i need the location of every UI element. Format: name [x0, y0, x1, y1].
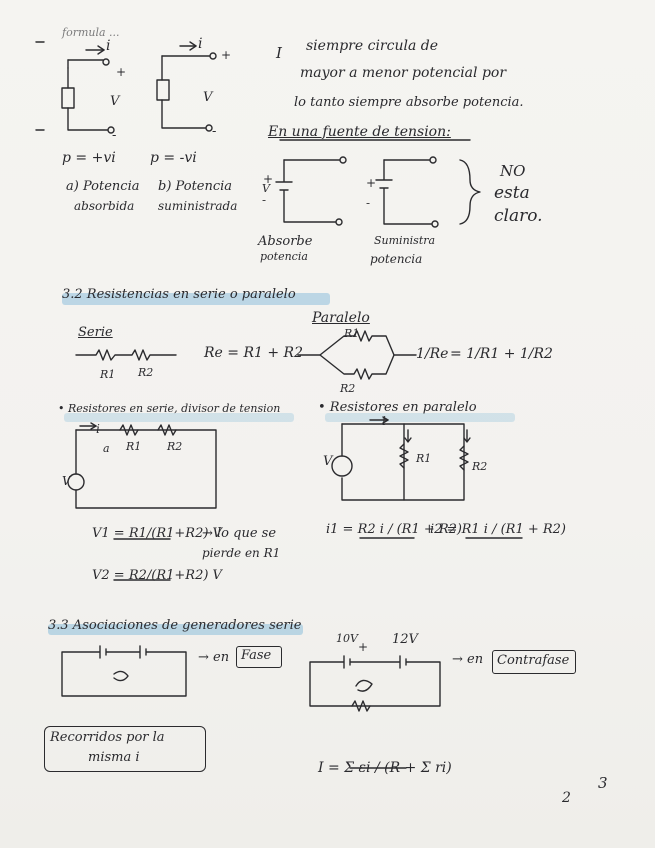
esta-label: esta — [494, 183, 530, 203]
current-label-a: i — [106, 38, 111, 54]
volt-b: V — [203, 90, 213, 105]
plus-b: + — [221, 48, 232, 62]
minus-a: - — [112, 128, 117, 143]
current-label-b: i — [198, 36, 203, 52]
paralelo-label: Paralelo — [312, 310, 370, 326]
suministra-label: Suministra — [374, 234, 436, 247]
label-a2: absorbida — [74, 199, 135, 213]
r1-par-circuit: R1 — [416, 452, 432, 465]
v2-formula: V2 = R2/(R1+R2) V — [92, 568, 222, 583]
r2-paralelo: R2 — [340, 382, 356, 395]
re-series-formula: Re = R1 + R2 — [204, 345, 303, 361]
volt-paralelo: V — [323, 454, 333, 469]
page-number: 2 — [562, 790, 571, 806]
par-formula-rhs: = 1/R1 + 1/R2 — [450, 346, 553, 362]
paralelo-title: • Resistores en paralelo — [318, 400, 477, 415]
r1-serie: R1 — [100, 368, 116, 381]
claro-label: claro. — [494, 206, 543, 226]
v1-note2: pierde en R1 — [202, 546, 281, 560]
v1-formula: V1 = R1/(R1+R2) V — [92, 526, 222, 541]
plus-a: + — [116, 65, 127, 79]
v12-label: 12V — [392, 632, 418, 647]
volt-divisor: V — [62, 474, 71, 488]
node-a-label: a — [103, 442, 110, 455]
par-formula-lhs: 1/Re — [416, 346, 449, 362]
minus-b: - — [212, 124, 217, 139]
power-formula-supplied: p = -vi — [150, 150, 197, 166]
current-paralelo: i — [382, 414, 386, 428]
note-I: I — [276, 44, 282, 62]
label-b2: suministrada — [158, 199, 238, 213]
note-line-1: siempre circula de — [306, 38, 439, 54]
absorbe-label2: potencia — [260, 250, 308, 263]
minus-src-a: - — [262, 193, 267, 207]
power-formula-absorbed: p = +vi — [62, 150, 116, 166]
top-cut-text: formula ... — [62, 26, 120, 39]
i1-formula: i1 = R2 i / (R1 + R2) — [326, 522, 462, 537]
note-line-2: mayor a menor potencial por — [300, 65, 507, 81]
minus-src-b: - — [366, 196, 371, 210]
label-b: b) Potencia — [158, 179, 233, 194]
serie-divisor-title: • Resistores en serie, divisor de tension — [58, 402, 281, 415]
page-number-2: 3 — [598, 774, 608, 792]
suministra-label2: potencia — [370, 252, 423, 266]
plus-src-b: + — [366, 176, 377, 190]
plus-src-a: + — [263, 172, 274, 186]
current-sum-formula: I = Σ εi / (R + Σ ri) — [318, 760, 452, 776]
volt-a: V — [110, 94, 120, 109]
i2-formula: i2 = R1 i / (R1 + R2) — [430, 522, 566, 537]
en-label: → en — [198, 650, 230, 665]
r2-divisor: R2 — [167, 440, 183, 453]
plus-v10: + — [358, 640, 369, 654]
contrafase-label: Contrafase — [497, 653, 570, 668]
recorridos-line2: misma i — [88, 750, 140, 765]
v1-note: → lo que se — [202, 526, 277, 541]
en2-label: → en — [452, 652, 484, 667]
r2-par-circuit: R2 — [472, 460, 488, 473]
volt-src-a: V — [262, 182, 270, 195]
label-a: a) Potencia — [66, 179, 140, 194]
fuente-title: En una fuente de tension: — [268, 124, 451, 140]
no-label: NO — [500, 162, 526, 180]
section-3-2-title: 3.2 Resistencias en serie o paralelo — [62, 287, 296, 302]
v10-label: 10V — [336, 632, 358, 645]
r2-serie: R2 — [138, 366, 154, 379]
r1-paralelo: R1 — [344, 327, 360, 340]
section-3-3-title: 3.3 Asociaciones de generadores serie — [48, 618, 302, 633]
absorbe-label: Absorbe — [258, 234, 313, 249]
note-line-3: lo tanto siempre absorbe potencia. — [294, 95, 524, 110]
r1-divisor: R1 — [126, 440, 142, 453]
current-divisor: i — [96, 422, 100, 436]
serie-label: Serie — [78, 325, 113, 340]
recorridos-line1: Recorridos por la — [50, 730, 165, 745]
fase-label: Fase — [241, 648, 272, 663]
